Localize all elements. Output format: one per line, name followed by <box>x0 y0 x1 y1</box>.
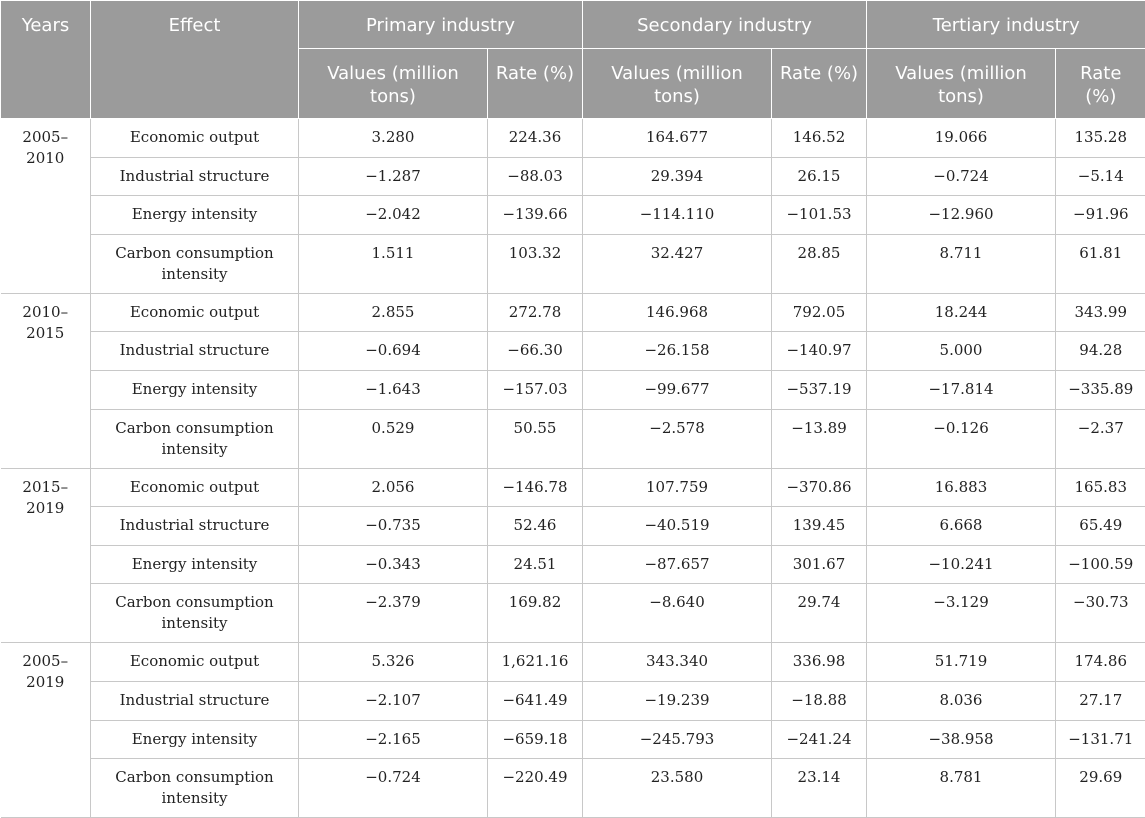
period-years-cell: 2005–2019 <box>1 643 91 818</box>
tertiary-rate-cell: 65.49 <box>1056 507 1145 546</box>
primary-values-cell: −1.287 <box>299 157 488 196</box>
tertiary-values-cell: −12.960 <box>867 196 1056 235</box>
tertiary-rate-cell: −131.71 <box>1056 720 1145 759</box>
tertiary-rate-cell: 61.81 <box>1056 234 1145 293</box>
primary-values-cell: 3.280 <box>299 119 488 158</box>
primary-rate-cell: 103.32 <box>488 234 583 293</box>
tertiary-rate-cell: −335.89 <box>1056 370 1145 409</box>
tertiary-values-cell: 5.000 <box>867 332 1056 371</box>
secondary-values-cell: −26.158 <box>583 332 772 371</box>
tertiary-values-header: Values (million tons) <box>867 49 1056 119</box>
table-row <box>1 720 1145 759</box>
secondary-values-cell: −114.110 <box>583 196 772 235</box>
secondary-values-cell: 107.759 <box>583 468 772 507</box>
table-row <box>1 681 1145 720</box>
secondary-values-cell: 32.427 <box>583 234 772 293</box>
table-row <box>1 468 1145 507</box>
effect-cell: Carbon consumption intensity <box>91 584 299 643</box>
table-row <box>1 196 1145 235</box>
tertiary-values-cell: 8.036 <box>867 681 1056 720</box>
primary-values-cell: 2.855 <box>299 293 488 332</box>
secondary-rate-cell: 146.52 <box>772 119 867 158</box>
primary-rate-cell: −157.03 <box>488 370 583 409</box>
primary-values-cell: −0.343 <box>299 545 488 584</box>
primary-rate-cell: −146.78 <box>488 468 583 507</box>
tertiary-values-cell: −0.724 <box>867 157 1056 196</box>
secondary-values-cell: −245.793 <box>583 720 772 759</box>
effect-cell: Industrial structure <box>91 681 299 720</box>
tertiary-values-cell: −38.958 <box>867 720 1056 759</box>
primary-rate-cell: 224.36 <box>488 119 583 158</box>
period-years-cell: 2010–2015 <box>1 293 91 468</box>
primary-rate-cell: 169.82 <box>488 584 583 643</box>
years-header: Years <box>1 1 91 119</box>
tertiary-rate-cell: −2.37 <box>1056 409 1145 468</box>
secondary-rate-cell: 29.74 <box>772 584 867 643</box>
effect-cell: Economic output <box>91 468 299 507</box>
primary-rate-header: Rate (%) <box>488 49 583 119</box>
effect-cell: Economic output <box>91 643 299 682</box>
effect-cell: Carbon consumption intensity <box>91 409 299 468</box>
secondary-values-cell: −40.519 <box>583 507 772 546</box>
tertiary-rate-cell: 343.99 <box>1056 293 1145 332</box>
table-row <box>1 507 1145 546</box>
tertiary-values-cell: −0.126 <box>867 409 1056 468</box>
effect-cell: Economic output <box>91 119 299 158</box>
secondary-rate-cell: −140.97 <box>772 332 867 371</box>
primary-rate-cell: −641.49 <box>488 681 583 720</box>
secondary-rate-cell: 26.15 <box>772 157 867 196</box>
tertiary-values-cell: −3.129 <box>867 584 1056 643</box>
primary-values-cell: 5.326 <box>299 643 488 682</box>
tertiary-values-cell: 19.066 <box>867 119 1056 158</box>
secondary-rate-cell: 28.85 <box>772 234 867 293</box>
period-years-cell: 2005–2010 <box>1 119 91 294</box>
secondary-rate-cell: 139.45 <box>772 507 867 546</box>
tertiary-rate-cell: 27.17 <box>1056 681 1145 720</box>
tertiary-values-cell: −17.814 <box>867 370 1056 409</box>
secondary-rate-cell: 336.98 <box>772 643 867 682</box>
primary-rate-cell: −659.18 <box>488 720 583 759</box>
primary-rate-cell: 24.51 <box>488 545 583 584</box>
secondary-values-cell: 343.340 <box>583 643 772 682</box>
tertiary-values-cell: 18.244 <box>867 293 1056 332</box>
primary-values-cell: −0.724 <box>299 759 488 818</box>
secondary-rate-cell: −370.86 <box>772 468 867 507</box>
primary-values-cell: −2.107 <box>299 681 488 720</box>
tertiary-rate-cell: −100.59 <box>1056 545 1145 584</box>
tertiary-values-cell: 51.719 <box>867 643 1056 682</box>
secondary-rate-header: Rate (%) <box>772 49 867 119</box>
tertiary-values-cell: 8.711 <box>867 234 1056 293</box>
tertiary-rate-cell: −30.73 <box>1056 584 1145 643</box>
tertiary-rate-cell: 94.28 <box>1056 332 1145 371</box>
secondary-values-cell: −8.640 <box>583 584 772 643</box>
effect-cell: Energy intensity <box>91 370 299 409</box>
primary-values-cell: −2.165 <box>299 720 488 759</box>
primary-values-cell: −0.694 <box>299 332 488 371</box>
effect-cell: Energy intensity <box>91 196 299 235</box>
primary-values-cell: −2.379 <box>299 584 488 643</box>
effect-cell: Economic output <box>91 293 299 332</box>
effect-header: Effect <box>91 1 299 119</box>
tertiary-rate-cell: −5.14 <box>1056 157 1145 196</box>
tertiary-values-cell: 8.781 <box>867 759 1056 818</box>
tertiary-values-cell: −10.241 <box>867 545 1056 584</box>
secondary-rate-cell: 23.14 <box>772 759 867 818</box>
tertiary-values-cell: 16.883 <box>867 468 1056 507</box>
effect-cell: Industrial structure <box>91 332 299 371</box>
secondary-values-cell: 23.580 <box>583 759 772 818</box>
secondary-rate-cell: 301.67 <box>772 545 867 584</box>
table-row <box>1 584 1145 643</box>
primary-values-cell: 0.529 <box>299 409 488 468</box>
tertiary-rate-cell: 174.86 <box>1056 643 1145 682</box>
tertiary-rate-header: Rate (%) <box>1056 49 1145 119</box>
table-row <box>1 293 1145 332</box>
table-row <box>1 157 1145 196</box>
secondary-rate-cell: 792.05 <box>772 293 867 332</box>
secondary-values-cell: 29.394 <box>583 157 772 196</box>
primary-rate-cell: 1,621.16 <box>488 643 583 682</box>
primary-values-cell: 2.056 <box>299 468 488 507</box>
primary-rate-cell: −220.49 <box>488 759 583 818</box>
primary-rate-cell: −139.66 <box>488 196 583 235</box>
table-row <box>1 545 1145 584</box>
secondary-industry-header: Secondary industry <box>583 1 867 49</box>
primary-values-cell: 1.511 <box>299 234 488 293</box>
primary-values-cell: −0.735 <box>299 507 488 546</box>
primary-values-cell: −2.042 <box>299 196 488 235</box>
secondary-rate-cell: −18.88 <box>772 681 867 720</box>
table-row <box>1 119 1145 158</box>
secondary-values-cell: 146.968 <box>583 293 772 332</box>
tertiary-rate-cell: 135.28 <box>1056 119 1145 158</box>
secondary-values-header: Values (million tons) <box>583 49 772 119</box>
effect-cell: Industrial structure <box>91 157 299 196</box>
secondary-values-cell: −19.239 <box>583 681 772 720</box>
effect-cell: Carbon consumption intensity <box>91 234 299 293</box>
secondary-values-cell: −2.578 <box>583 409 772 468</box>
primary-values-header: Values (million tons) <box>299 49 488 119</box>
table-header <box>1 1 1145 119</box>
effect-cell: Energy intensity <box>91 545 299 584</box>
tertiary-values-cell: 6.668 <box>867 507 1056 546</box>
table-row <box>1 370 1145 409</box>
primary-values-cell: −1.643 <box>299 370 488 409</box>
tertiary-industry-header: Tertiary industry <box>867 1 1145 49</box>
secondary-rate-cell: −537.19 <box>772 370 867 409</box>
primary-rate-cell: 52.46 <box>488 507 583 546</box>
table-row <box>1 759 1145 818</box>
table-body <box>1 119 1145 818</box>
primary-rate-cell: −66.30 <box>488 332 583 371</box>
secondary-rate-cell: −241.24 <box>772 720 867 759</box>
tertiary-rate-cell: −91.96 <box>1056 196 1145 235</box>
secondary-rate-cell: −13.89 <box>772 409 867 468</box>
table-row <box>1 643 1145 682</box>
table-row <box>1 332 1145 371</box>
primary-industry-header: Primary industry <box>299 1 583 49</box>
table-row <box>1 409 1145 468</box>
secondary-values-cell: 164.677 <box>583 119 772 158</box>
secondary-values-cell: −99.677 <box>583 370 772 409</box>
table-row <box>1 234 1145 293</box>
primary-rate-cell: 272.78 <box>488 293 583 332</box>
tertiary-rate-cell: 165.83 <box>1056 468 1145 507</box>
secondary-rate-cell: −101.53 <box>772 196 867 235</box>
period-years-cell: 2015–2019 <box>1 468 91 643</box>
primary-rate-cell: 50.55 <box>488 409 583 468</box>
effect-cell: Industrial structure <box>91 507 299 546</box>
effect-cell: Energy intensity <box>91 720 299 759</box>
tertiary-rate-cell: 29.69 <box>1056 759 1145 818</box>
effect-cell: Carbon consumption intensity <box>91 759 299 818</box>
secondary-values-cell: −87.657 <box>583 545 772 584</box>
primary-rate-cell: −88.03 <box>488 157 583 196</box>
